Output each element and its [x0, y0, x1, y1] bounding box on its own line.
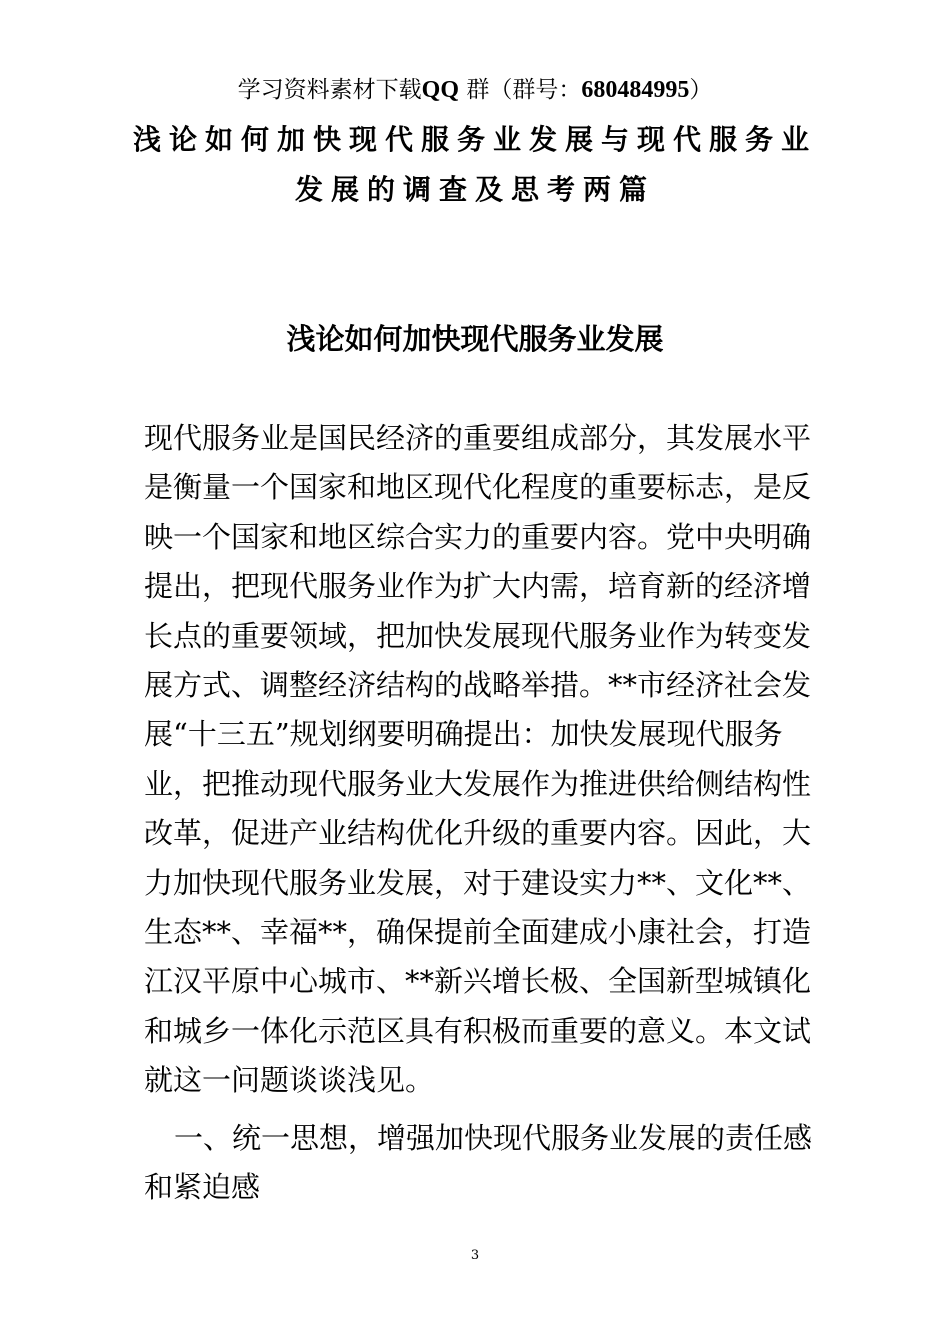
paragraph-line: 映一个国家和地区综合实力的重要内容。党中央明确 — [144, 519, 812, 554]
header-group-number: 680484995 — [581, 77, 690, 103]
paragraph-line: 展“十三五”规划纲要明确提出：加快发展现代服务 — [144, 717, 783, 752]
section-heading-line: 一、统一思想，增强加快现代服务业发展的责任感 — [174, 1121, 813, 1155]
page-number: 3 — [470, 1248, 480, 1263]
header-qq: QQ — [421, 77, 460, 103]
paragraph-line: 展方式、调整经济结构的战略举措。**市经济社会发 — [144, 667, 812, 702]
paragraph-line: 江汉平原中心城市、**新兴增长极、全国新型城镇化 — [144, 964, 812, 999]
paragraph-line: 是衡量一个国家和地区现代化程度的重要标志，是反 — [144, 470, 812, 505]
paragraph-line: 和城乡一体化示范区具有积极而重要的意义。本文试 — [144, 1013, 812, 1048]
paragraph-line: 现代服务业是国民经济的重要组成部分，其发展水平 — [144, 421, 812, 455]
paragraph-line: 就这一问题谈谈浅见。 — [144, 1063, 435, 1098]
paragraph-line: 业，把推动现代服务业大发展作为推进供给侧结构性 — [144, 766, 812, 801]
paragraph-1 — [144, 414, 814, 1105]
section-heading-line: 和紧迫感 — [144, 1170, 261, 1205]
header-group-close: ） — [689, 77, 713, 103]
main-title-line-2: 发展的调查及思考两篇 — [294, 173, 655, 206]
section-1-heading — [144, 1114, 824, 1213]
header-prefix: 学习资料素材下载 — [237, 77, 422, 103]
paragraph-line: 长点的重要领域，把加快发展现代服务业作为转变发 — [144, 618, 812, 653]
header-group-open: 群（群号： — [459, 77, 582, 103]
main-title-line-1: 浅论如何加快现代服务业发展与现代服务业 — [132, 123, 817, 156]
article-title: 浅论如何加快现代服务业发展 — [286, 322, 664, 356]
paragraph-line: 改革，促进产业结构优化升级的重要内容。因此，大 — [144, 816, 812, 851]
paragraph-line: 力加快现代服务业发展，对于建设实力**、文化**、 — [144, 865, 812, 900]
header-banner — [0, 74, 950, 106]
paragraph-line: 生态**、幸福**，确保提前全面建成小康社会，打造 — [144, 914, 812, 949]
paragraph-line: 提出，把现代服务业作为扩大内需，培育新的经济增 — [144, 569, 812, 604]
